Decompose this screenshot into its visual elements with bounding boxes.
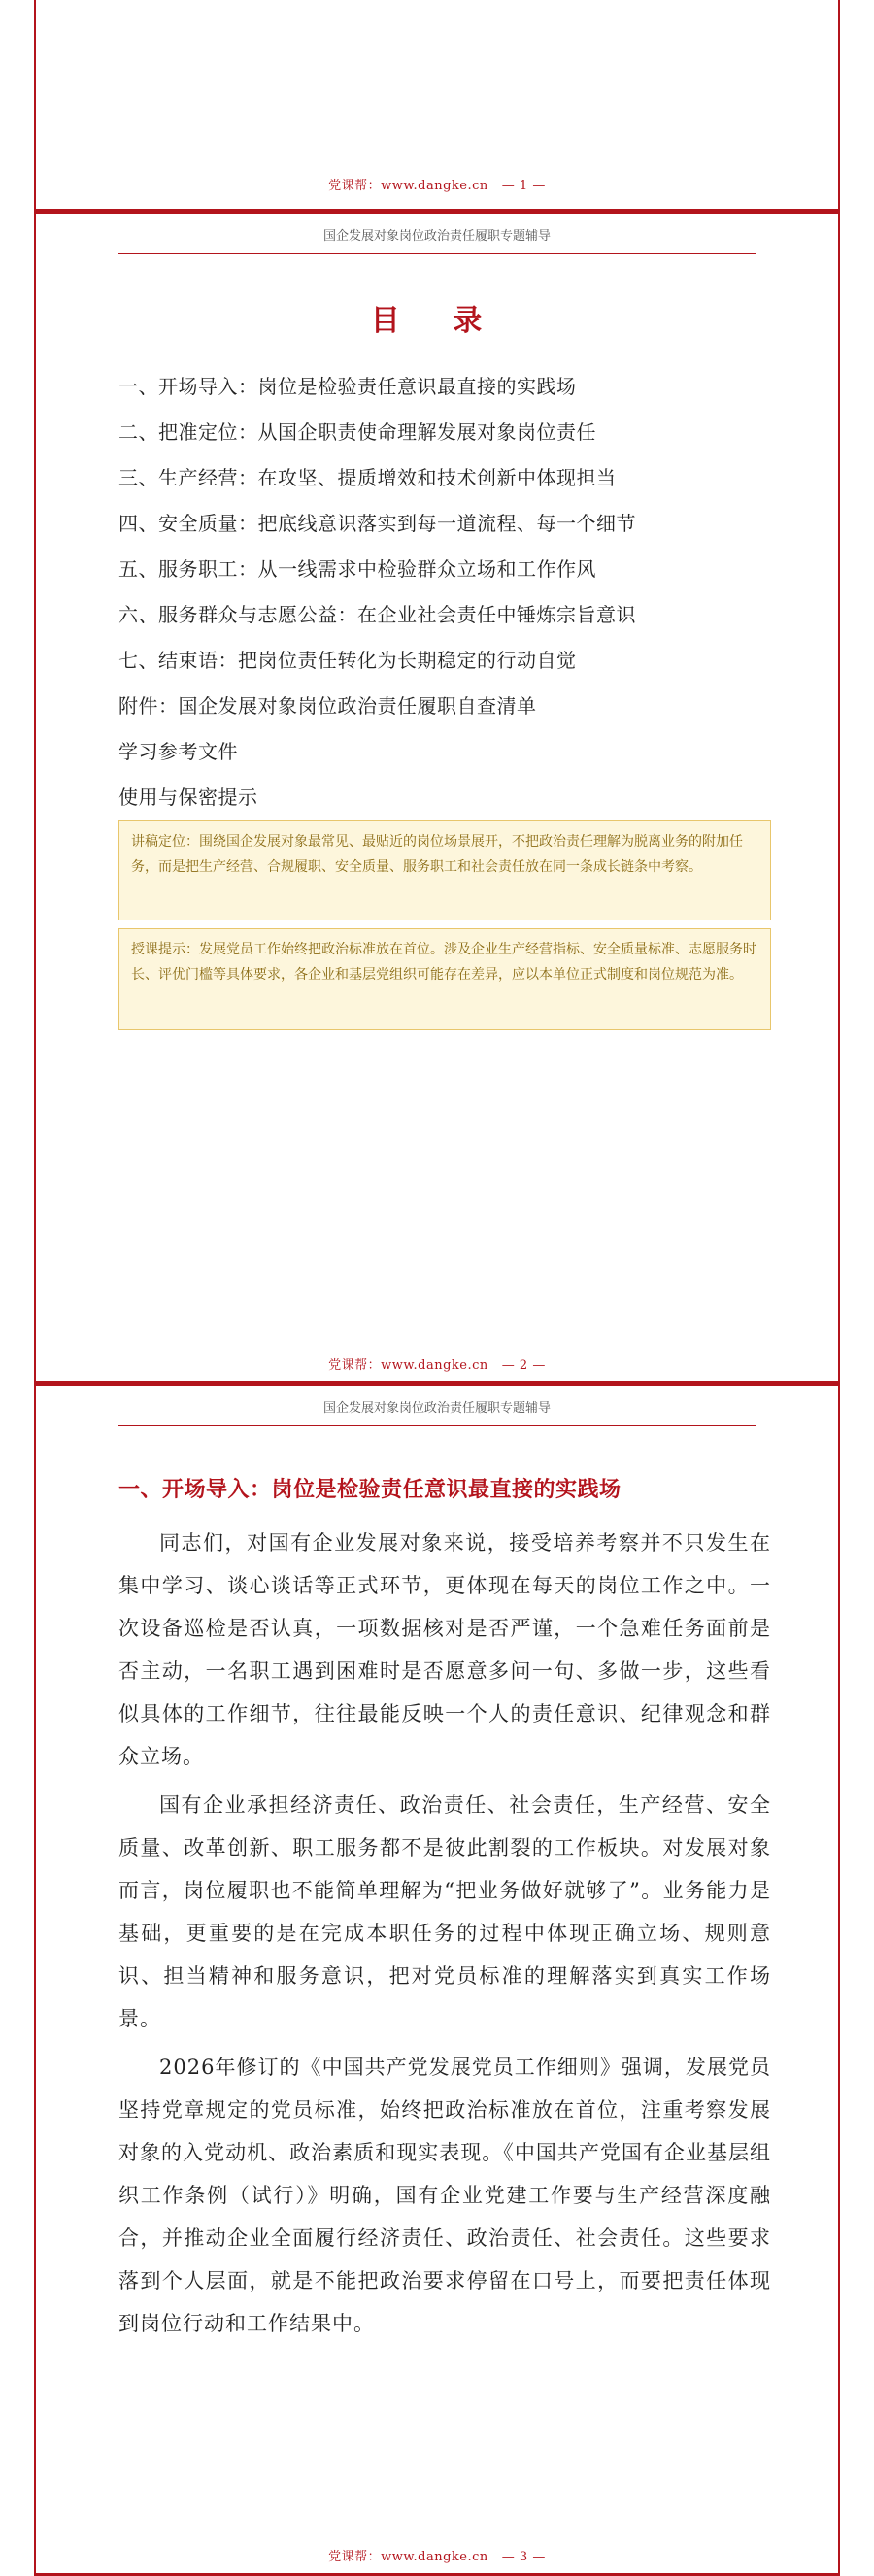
footer-label: 党课帮： [328,2550,382,2564]
page-1 [34,0,840,212]
footer-label: 党课帮： [328,179,382,193]
page-footer [36,2546,838,2564]
toc-item[interactable]: 七、结束语：把岗位责任转化为长期稳定的行动自觉 [118,649,577,672]
footer-label: 党课帮： [328,1358,382,1373]
toc-list [118,364,636,820]
teaching-tip-note: 授课提示：发展党员工作始终把政治标准放在首位。涉及企业生产经营指标、安全质量标准、志愿服务时长、评优门槛等具体要求，各企业和基层党组织可能存在差异，应以本单位正式制度和岗位规范为准。 [118,928,771,1030]
page-number: — 3 — [501,2550,546,2564]
toc-item[interactable]: 附件：国企发展对象岗位政治责任履职自查清单 [118,694,537,718]
footer-url[interactable]: www.dangke.cn [381,179,488,193]
paragraph: 国有企业承担经济责任、政治责任、社会责任，生产经营、安全质量、改革创新、职工服务都不是彼此割裂的工作板块。对发展对象而言，岗位履职也不能简单理解为“把业务做好就够了”。业务能力是基础，更重要的是在完成本职任务的过程中体现正确立场、规则意识、担当精神和服务意识，把对党员标准的理解落实到真实工作场景。 [118,1793,771,2030]
page-2 [34,212,840,1384]
page-footer [36,1355,838,1373]
toc-item[interactable]: 使用与保密提示 [118,786,258,809]
page-number: — 2 — [501,1358,546,1373]
toc-item[interactable]: 四、安全质量：把底线意识落实到每一道流程、每一个细节 [118,512,636,535]
paragraph: 2026年修订的《中国共产党发展党员工作细则》强调，发展党员坚持党章规定的党员标准，始终把政治标准放在首位，注重考察发展对象的入党动机、政治素质和现实表现。《中国共产党国有企业基层组织工作条例（试行）》明确，国有企业党建工作要与生产经营深度融合，并推动企业全面履行经济责任、政治责任、社会责任。这些要求落到个人层面，就是不能把政治要求停留在口号上，而要把责任体现到岗位行动和工作结果中。 [118,2056,771,2335]
footer-url[interactable]: www.dangke.cn [381,2550,488,2564]
page-number: — 1 — [501,179,546,193]
running-head: 国企发展对象岗位政治责任履职专题辅导 [118,225,756,254]
page-footer [36,175,838,193]
toc-title: 目 录 [370,304,504,338]
toc-item[interactable]: 三、生产经营：在攻坚、提质增效和技术创新中体现担当 [118,466,617,489]
section-heading: 一、开场导入：岗位是检验责任意识最直接的实践场 [118,1477,622,1502]
section-body [118,1522,771,2351]
lecture-positioning-note: 讲稿定位：围绕国企发展对象最常见、最贴近的岗位场景展开，不把政治责任理解为脱离业务的附加任务，而是把生产经营、合规履职、安全质量、服务职工和社会责任放在同一条成长链条中考察。 [118,820,771,920]
toc-item[interactable]: 二、把准定位：从国企职责使命理解发展对象岗位责任 [118,420,596,444]
running-head: 国企发展对象岗位政治责任履职专题辅导 [118,1397,756,1426]
page-3 [34,1384,840,2576]
toc-item[interactable]: 一、开场导入：岗位是检验责任意识最直接的实践场 [118,375,577,398]
footer-url[interactable]: www.dangke.cn [381,1358,488,1373]
paragraph: 同志们，对国有企业发展对象来说，接受培养考察并不只发生在集中学习、谈心谈话等正式环节，更体现在每天的岗位工作之中。一次设备巡检是否认真，一项数据核对是否严谨，一个急难任务面前是否主动，一名职工遇到困难时是否愿意多问一句、多做一步，这些看似具体的工作细节，往往最能反映一个人的责任意识、纪律观念和群众立场。 [118,1531,771,1768]
toc-item[interactable]: 六、服务群众与志愿公益：在企业社会责任中锤炼宗旨意识 [118,603,636,626]
toc-item[interactable]: 五、服务职工：从一线需求中检验群众立场和工作作风 [118,557,596,581]
toc-item[interactable]: 学习参考文件 [118,740,238,763]
